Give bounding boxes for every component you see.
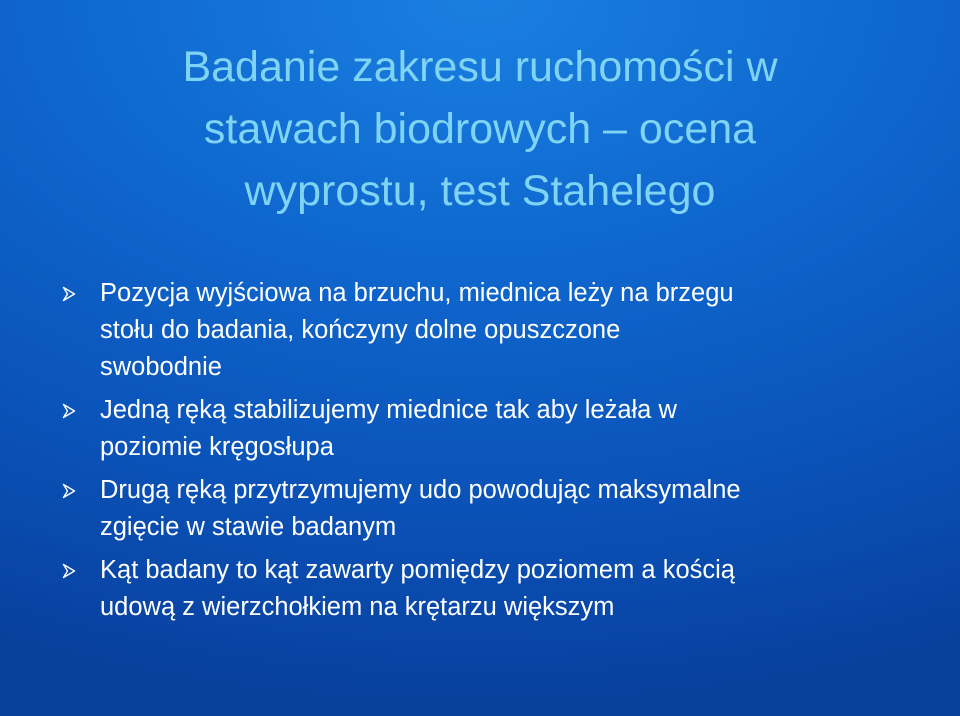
bullet-line: swobodnie bbox=[100, 353, 222, 381]
bullet-item bbox=[62, 472, 942, 546]
bullet-item bbox=[62, 552, 942, 626]
arrowhead-bullet-icon bbox=[62, 403, 76, 419]
bullet-text bbox=[100, 275, 942, 386]
title-line: stawach biodrowych – ocena bbox=[203, 105, 757, 153]
bullet-line: udową z wierzchołkiem na krętarzu większym bbox=[100, 593, 615, 621]
bullet-line: stołu do badania, kończyny dolne opuszczone bbox=[100, 316, 621, 344]
bullet-line: Kąt badany to kąt zawarty pomiędzy poziomem a kością bbox=[100, 556, 735, 584]
bullet-list bbox=[62, 275, 942, 632]
bullet-line: Jedną ręką stabilizujemy miednice tak aby leżała w bbox=[100, 396, 677, 424]
arrowhead-bullet-icon bbox=[62, 483, 76, 499]
bullet-text bbox=[100, 552, 942, 626]
title-line: Badanie zakresu ruchomości w bbox=[182, 43, 778, 91]
title-line: wyprostu, test Stahelego bbox=[244, 167, 716, 215]
bullet-line: Drugą ręką przytrzymujemy udo powodując maksymalne bbox=[100, 476, 741, 504]
bullet-item bbox=[62, 275, 942, 386]
arrowhead-bullet-icon bbox=[62, 286, 76, 302]
bullet-item bbox=[62, 392, 942, 466]
bullet-line: poziomie kręgosłupa bbox=[100, 433, 334, 461]
arrowhead-bullet-icon bbox=[62, 563, 76, 579]
bullet-line: zgięcie w stawie badanym bbox=[100, 513, 397, 541]
bullet-text bbox=[100, 392, 942, 466]
slide-title bbox=[60, 36, 900, 222]
bullet-line: Pozycja wyjściowa na brzuchu, miednica leży na brzegu bbox=[100, 279, 734, 307]
bullet-text bbox=[100, 472, 942, 546]
